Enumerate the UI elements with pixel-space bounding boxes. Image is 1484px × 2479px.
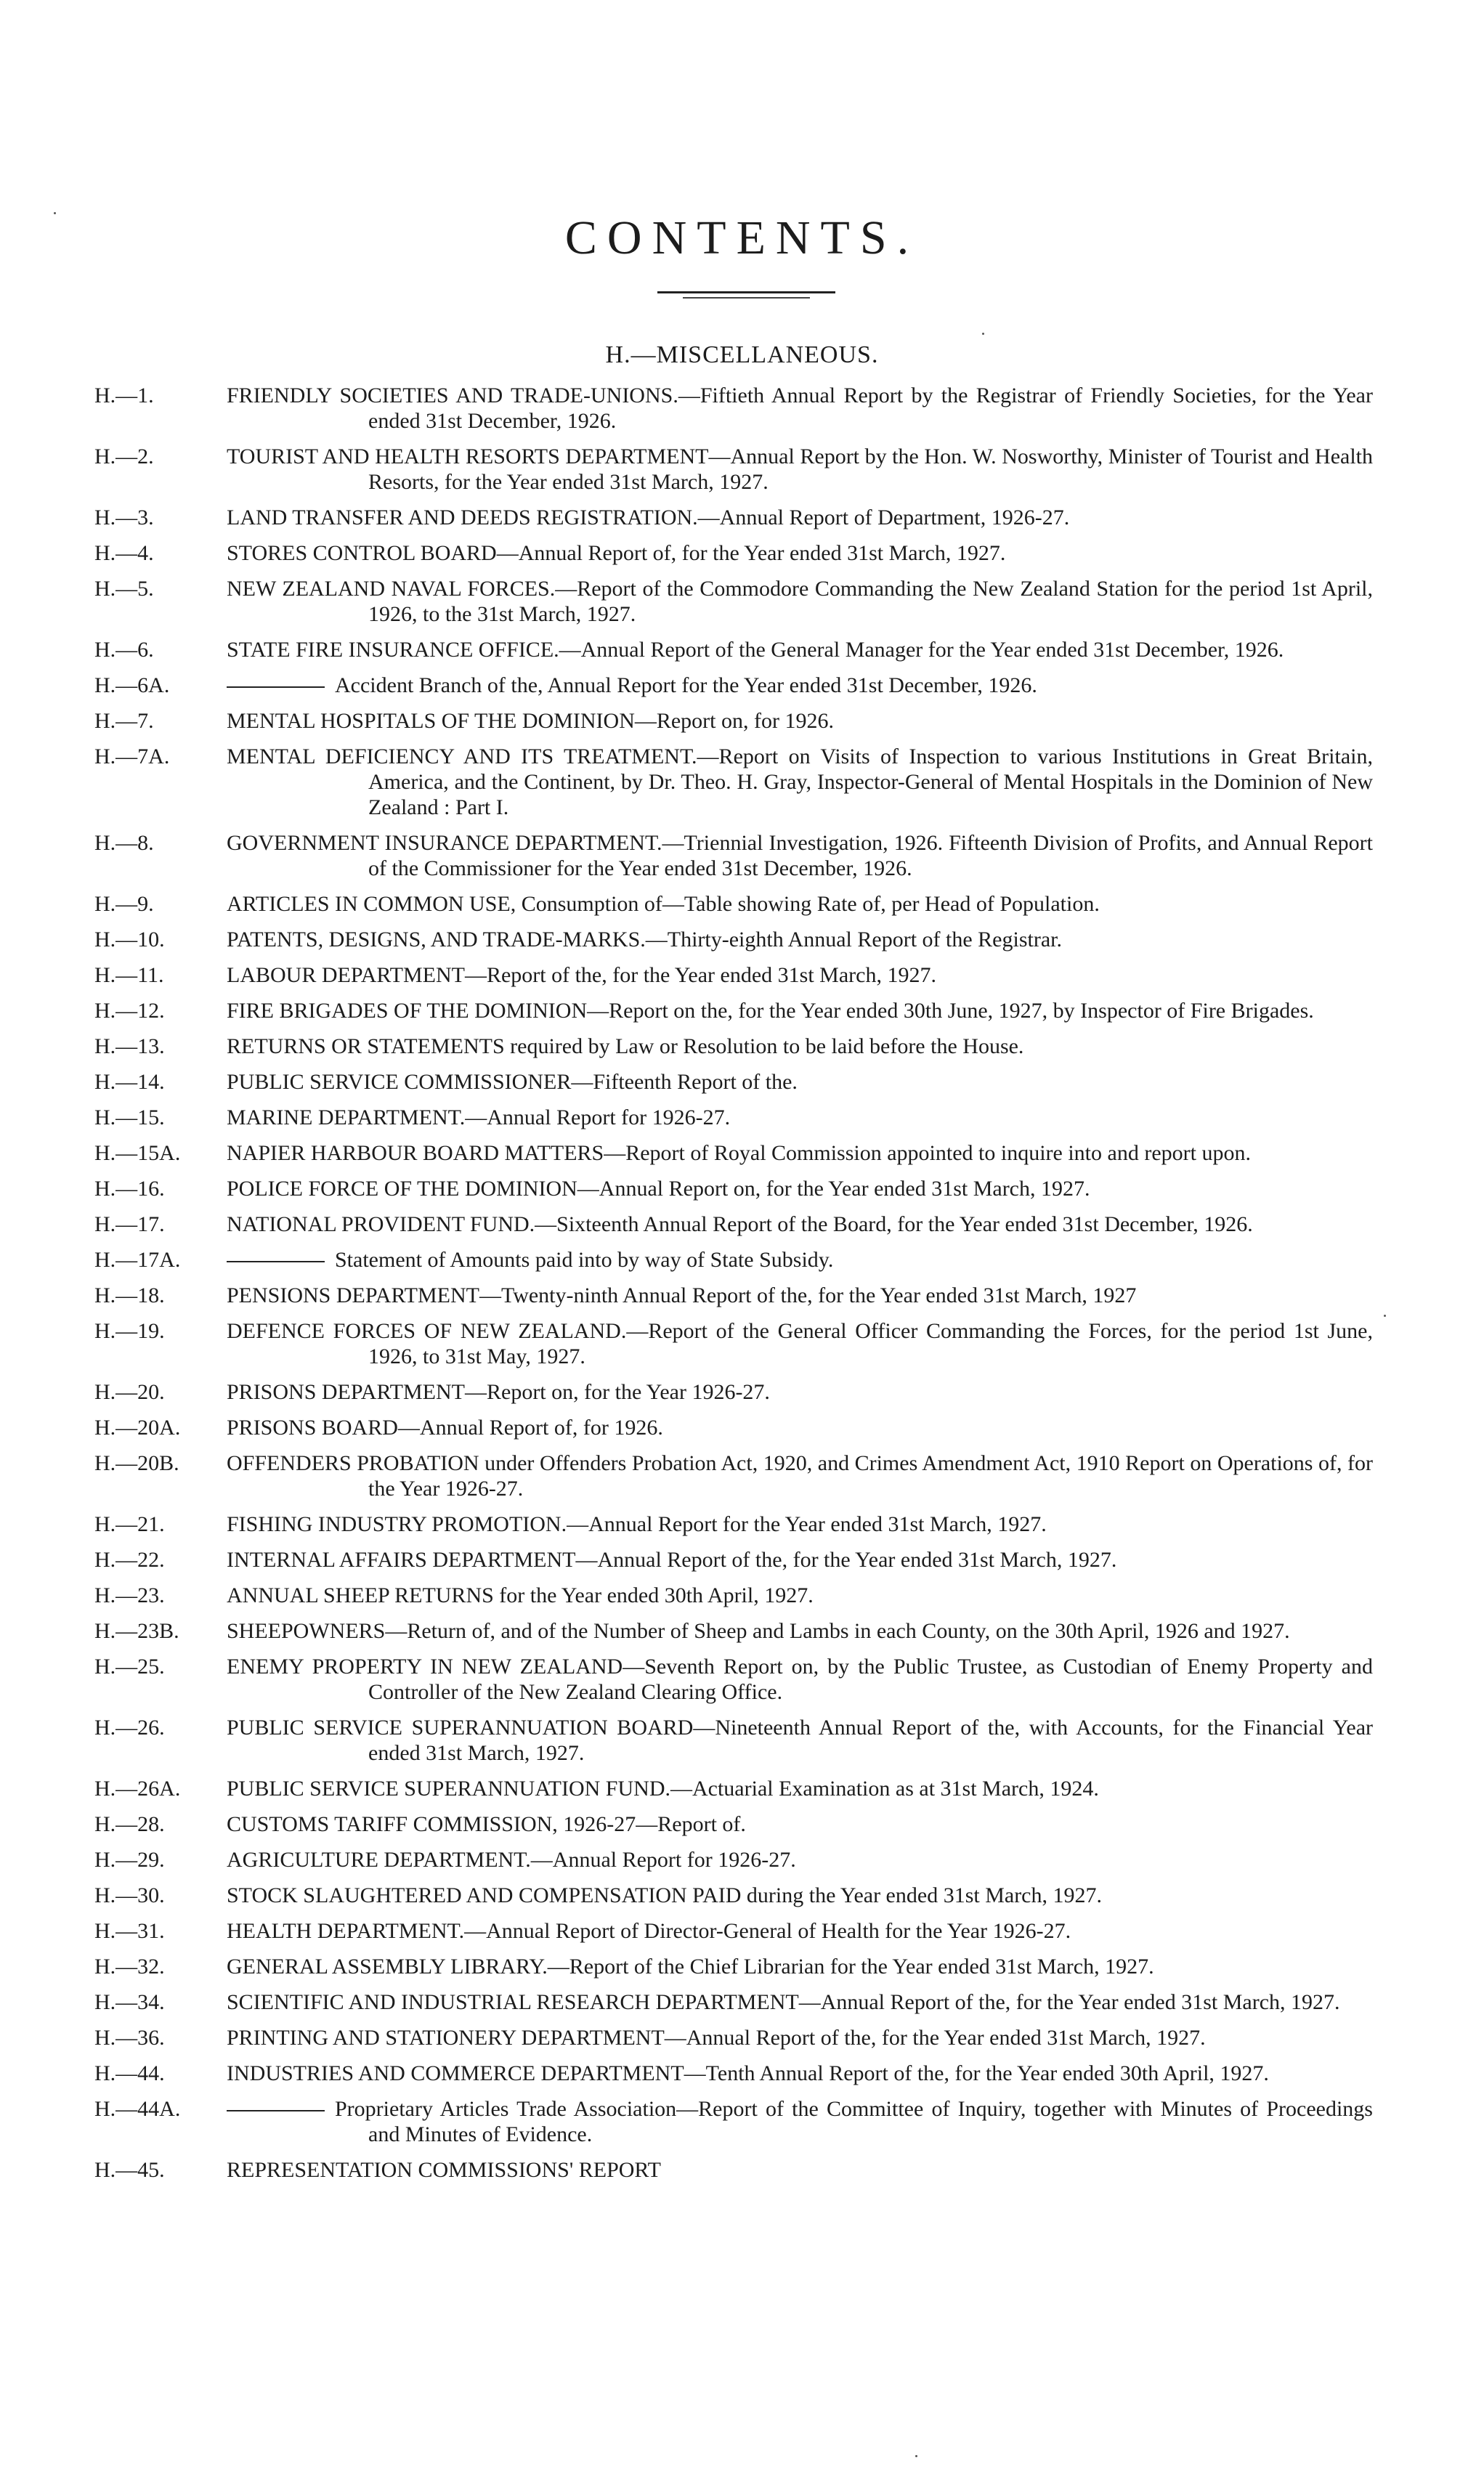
entry-text: PENSIONS DEPARTMENT—Twenty-ninth Annual Report of the, for the Year ended 31st March, 1927 xyxy=(227,1283,1137,1307)
entry-code: H.—20B. xyxy=(94,1451,179,1475)
entry-description xyxy=(227,2096,1373,2147)
entry-code: H.—8. xyxy=(94,831,154,855)
contents-entry xyxy=(0,927,1484,952)
entry-code: H.—15. xyxy=(94,1105,165,1129)
entry-text: STATE FIRE INSURANCE OFFICE.—Annual Report of the General Manager for the Year ended 31st December, 1926. xyxy=(227,638,1284,662)
entry-text: Accident Branch of the, Annual Report for the Year ended 31st December, 1926. xyxy=(335,673,1037,697)
entry-text: AGRICULTURE DEPARTMENT.—Annual Report for 1926-27. xyxy=(227,1848,796,1872)
contents-entry xyxy=(0,1989,1484,2015)
contents-entry xyxy=(0,708,1484,734)
entry-description xyxy=(227,962,1373,988)
contents-entry xyxy=(0,1654,1484,1705)
entry-description xyxy=(227,1451,1373,1501)
entry-text: MARINE DEPARTMENT.—Annual Report for 1926-27. xyxy=(227,1105,731,1129)
entry-description xyxy=(227,744,1373,820)
entry-text: OFFENDERS PROBATION under Offenders Probation Act, 1920, and Crimes Amendment Act, 1910 Report on Operations of, for the Year 1926-27. xyxy=(227,1451,1373,1501)
contents-entry xyxy=(0,2025,1484,2050)
contents-entry xyxy=(0,576,1484,627)
entry-text: FISHING INDUSTRY PROMOTION.—Annual Report for the Year ended 31st March, 1927. xyxy=(227,1512,1047,1536)
entry-text: MENTAL DEFICIENCY AND ITS TREATMENT.—Report on Visits of Inspection to various Institutions in Great Britain, America, and the Continent, by Dr. Theo. H. Gray, Inspector-General of Mental Hospitals in the Dominion of New Zealand : Part I. xyxy=(227,744,1373,819)
entry-text: NAPIER HARBOUR BOARD MATTERS—Report of Royal Commission appointed to inquire into and report upon. xyxy=(227,1141,1251,1165)
entry-code: H.—23. xyxy=(94,1583,165,1607)
entry-description xyxy=(227,1989,1373,2015)
entry-description xyxy=(227,2025,1373,2050)
entry-code: H.—4. xyxy=(94,541,154,565)
entry-code: H.—45. xyxy=(94,2158,165,2182)
entry-text: LABOUR DEPARTMENT—Report of the, for the Year ended 31st March, 1927. xyxy=(227,963,936,987)
entry-code: H.—5. xyxy=(94,577,154,601)
contents-entry xyxy=(0,540,1484,566)
contents-entry xyxy=(0,1379,1484,1405)
entry-text: SCIENTIFIC AND INDUSTRIAL RESEARCH DEPARTMENT—Annual Report of the, for the Year ended 31st March, 1927. xyxy=(227,1990,1340,2014)
contents-entry xyxy=(0,1918,1484,1944)
scan-speck xyxy=(54,212,56,214)
entry-code: H.—26A. xyxy=(94,1777,181,1801)
entry-code: H.—2. xyxy=(94,445,154,468)
entry-code: H.—31. xyxy=(94,1919,165,1943)
entry-description xyxy=(227,1415,1373,1440)
entry-text: NATIONAL PROVIDENT FUND.—Sixteenth Annual Report of the Board, for the Year ended 31st December, 1926. xyxy=(227,1212,1253,1236)
entry-code: H.—6. xyxy=(94,638,154,662)
entry-text: PRISONS DEPARTMENT—Report on, for the Year 1926-27. xyxy=(227,1380,770,1404)
title-rule xyxy=(657,291,835,293)
entry-code: H.—15A. xyxy=(94,1141,181,1165)
entry-code: H.—12. xyxy=(94,999,165,1023)
contents-entry xyxy=(0,1618,1484,1644)
entry-description xyxy=(227,1140,1373,1166)
contents-entry xyxy=(0,383,1484,434)
entry-code: H.—29. xyxy=(94,1848,165,1872)
entry-description xyxy=(227,891,1373,917)
entry-text: STORES CONTROL BOARD—Annual Report of, for the Year ended 31st March, 1927. xyxy=(227,541,1006,565)
entry-text: FIRE BRIGADES OF THE DOMINION—Report on the, for the Year ended 30th June, 1927, by Inspector of Fire Brigades. xyxy=(227,999,1314,1023)
entry-code: H.—21. xyxy=(94,1512,165,1536)
entry-description xyxy=(227,1547,1373,1573)
entry-code: H.—44. xyxy=(94,2061,165,2085)
entry-description xyxy=(227,708,1373,734)
contents-entry xyxy=(0,1715,1484,1766)
title-rule-short xyxy=(683,297,810,299)
entry-code: H.—13. xyxy=(94,1034,165,1058)
entry-description xyxy=(227,637,1373,662)
entry-code: H.—1. xyxy=(94,384,154,407)
contents-entry xyxy=(0,1069,1484,1095)
page-title: CONTENTS. xyxy=(564,211,920,264)
entry-code: H.—23B. xyxy=(94,1619,179,1643)
contents-entry xyxy=(0,2096,1484,2147)
entry-text: ENEMY PROPERTY IN NEW ZEALAND—Seventh Report on, by the Public Trustee, as Custodian of Enemy Property and Controller of the New Zealand Clearing Office. xyxy=(227,1655,1373,1704)
entry-description xyxy=(227,2157,1373,2183)
entry-text: TOURIST AND HEALTH RESORTS DEPARTMENT—Annual Report by the Hon. W. Nosworthy, Minister of Tourist and Health Resorts, for the Year ended 31st March, 1927. xyxy=(227,445,1373,494)
entry-code: H.—10. xyxy=(94,928,165,952)
contents-entry xyxy=(0,505,1484,530)
entry-code: H.—30. xyxy=(94,1883,165,1907)
entry-description xyxy=(227,1776,1373,1801)
entry-code: H.—28. xyxy=(94,1812,165,1836)
entry-description xyxy=(227,1583,1373,1608)
contents-entry xyxy=(0,1451,1484,1501)
entry-text: STOCK SLAUGHTERED AND COMPENSATION PAID during the Year ended 31st March, 1927. xyxy=(227,1883,1102,1907)
contents-entry xyxy=(0,1176,1484,1201)
entry-text: GOVERNMENT INSURANCE DEPARTMENT.—Triennial Investigation, 1926. Fifteenth Division of Profits, and Annual Report of the Commissioner for the Year ended 31st December, 1926. xyxy=(227,831,1373,880)
scan-speck xyxy=(1384,1315,1386,1317)
entry-text: INTERNAL AFFAIRS DEPARTMENT—Annual Report of the, for the Year ended 31st March, 1927. xyxy=(227,1548,1117,1572)
entry-description xyxy=(227,576,1373,627)
entry-description xyxy=(227,830,1373,881)
entry-code: H.—3. xyxy=(94,506,154,530)
entry-code: H.—17. xyxy=(94,1212,165,1236)
entry-description xyxy=(227,1318,1373,1369)
entry-description xyxy=(227,1918,1373,1944)
entry-code: H.—18. xyxy=(94,1283,165,1307)
contents-entry xyxy=(0,1415,1484,1440)
scan-speck xyxy=(915,2455,917,2457)
entry-code: H.—16. xyxy=(94,1177,165,1201)
contents-entry xyxy=(0,1283,1484,1308)
contents-entry xyxy=(0,1212,1484,1237)
contents-entry xyxy=(0,1954,1484,1979)
entry-description xyxy=(227,1283,1373,1308)
entry-text: DEFENCE FORCES OF NEW ZEALAND.—Report of the General Officer Commanding the Forces, for the period 1st June, 1926, to 31st May, 1927. xyxy=(227,1319,1373,1368)
entry-code: H.—25. xyxy=(94,1655,165,1679)
entry-description xyxy=(227,383,1373,434)
entry-code: H.—7A. xyxy=(94,744,170,768)
entry-code: H.—20. xyxy=(94,1380,165,1404)
entry-code: H.—44A. xyxy=(94,2097,181,2121)
contents-entry xyxy=(0,673,1484,698)
entry-text: GENERAL ASSEMBLY LIBRARY.—Report of the Chief Librarian for the Year ended 31st March, 1927. xyxy=(227,1955,1154,1979)
entry-code: H.—32. xyxy=(94,1955,165,1979)
contents-entry xyxy=(0,998,1484,1023)
contents-entry xyxy=(0,2157,1484,2183)
entry-text: SHEEPOWNERS—Return of, and of the Number of Sheep and Lambs in each County, on the 30th April, 1926 and 1927. xyxy=(227,1619,1290,1643)
entry-description xyxy=(227,2061,1373,2086)
entry-text: PRISONS BOARD—Annual Report of, for 1926. xyxy=(227,1416,663,1440)
contents-entry xyxy=(0,444,1484,495)
contents-entry xyxy=(0,1318,1484,1369)
contents-entry xyxy=(0,1583,1484,1608)
contents-entry xyxy=(0,962,1484,988)
entry-code: H.—9. xyxy=(94,892,154,916)
entry-code: H.—11. xyxy=(94,963,164,987)
entry-description xyxy=(227,505,1373,530)
entry-code: H.—22. xyxy=(94,1548,165,1572)
contents-entry xyxy=(0,1547,1484,1573)
contents-entry xyxy=(0,1811,1484,1837)
entry-description xyxy=(227,673,1373,698)
entry-text: POLICE FORCE OF THE DOMINION—Annual Report on, for the Year ended 31st March, 1927. xyxy=(227,1177,1090,1201)
contents-entry xyxy=(0,2061,1484,2086)
contents-list xyxy=(0,383,1484,2193)
entry-code: H.—34. xyxy=(94,1990,165,2014)
entry-text: HEALTH DEPARTMENT.—Annual Report of Director-General of Health for the Year 1926-27. xyxy=(227,1919,1071,1943)
entry-text: PRINTING AND STATIONERY DEPARTMENT—Annual Report of the, for the Year ended 31st March, 1927. xyxy=(227,2026,1206,2050)
contents-entry xyxy=(0,1883,1484,1908)
entry-description xyxy=(227,1069,1373,1095)
entry-text: FRIENDLY SOCIETIES AND TRADE-UNIONS.—Fiftieth Annual Report by the Registrar of Friendly Societies, for the Year ended 31st December, 1926. xyxy=(227,384,1373,433)
contents-entry xyxy=(0,1512,1484,1537)
contents-entry xyxy=(0,830,1484,881)
entry-text: Proprietary Articles Trade Association—Report of the Committee of Inquiry, together with Minutes of Proceedings and Minutes of Evidence. xyxy=(335,2097,1373,2146)
entry-text: REPRESENTATION COMMISSIONS' REPORT xyxy=(227,2158,661,2182)
entry-code: H.—17A. xyxy=(94,1248,181,1272)
entry-description xyxy=(227,1715,1373,1766)
entry-text: CUSTOMS TARIFF COMMISSION, 1926-27—Report of. xyxy=(227,1812,746,1836)
entry-text: PUBLIC SERVICE COMMISSIONER—Fifteenth Report of the. xyxy=(227,1070,798,1094)
contents-entry xyxy=(0,637,1484,662)
entry-description xyxy=(227,1176,1373,1201)
entry-text: Statement of Amounts paid into by way of State Subsidy. xyxy=(335,1248,834,1272)
entry-description xyxy=(227,1654,1373,1705)
section-heading: H.—MISCELLANEOUS. xyxy=(605,341,879,368)
entry-description xyxy=(227,1847,1373,1873)
entry-description xyxy=(227,1883,1373,1908)
entry-text: ARTICLES IN COMMON USE, Consumption of—Table showing Rate of, per Head of Population. xyxy=(227,892,1100,916)
entry-text: NEW ZEALAND NAVAL FORCES.—Report of the Commodore Commanding the New Zealand Station for the period 1st April, 1926, to the 31st March, 1927. xyxy=(227,577,1373,626)
ditto-dash xyxy=(227,1261,325,1262)
entry-code: H.—19. xyxy=(94,1319,165,1343)
scan-speck xyxy=(982,333,984,335)
entry-text: PUBLIC SERVICE SUPERANNUATION BOARD—Nineteenth Annual Report of the, with Accounts, for the Financial Year ended 31st March, 1927. xyxy=(227,1716,1373,1765)
entry-description xyxy=(227,1034,1373,1059)
entry-description xyxy=(227,1954,1373,1979)
ditto-dash xyxy=(227,2110,325,2111)
entry-text: ANNUAL SHEEP RETURNS for the Year ended 30th April, 1927. xyxy=(227,1583,814,1607)
entry-code: H.—20A. xyxy=(94,1416,181,1440)
ditto-dash xyxy=(227,686,325,688)
contents-entry xyxy=(0,1847,1484,1873)
entry-code: H.—26. xyxy=(94,1716,165,1740)
entry-text: RETURNS OR STATEMENTS required by Law or Resolution to be laid before the House. xyxy=(227,1034,1024,1058)
entry-description xyxy=(227,1811,1373,1837)
entry-description xyxy=(227,1247,1373,1273)
entry-description xyxy=(227,998,1373,1023)
entry-code: H.—7. xyxy=(94,709,154,733)
entry-code: H.—14. xyxy=(94,1070,165,1094)
contents-entry xyxy=(0,1034,1484,1059)
contents-entry xyxy=(0,744,1484,820)
entry-text: LAND TRANSFER AND DEEDS REGISTRATION.—Annual Report of Department, 1926-27. xyxy=(227,506,1070,530)
entry-description xyxy=(227,1379,1373,1405)
entry-text: MENTAL HOSPITALS OF THE DOMINION—Report on, for 1926. xyxy=(227,709,834,733)
entry-description xyxy=(227,444,1373,495)
entry-description xyxy=(227,1618,1373,1644)
entry-description xyxy=(227,1105,1373,1130)
entry-description xyxy=(227,927,1373,952)
entry-text: INDUSTRIES AND COMMERCE DEPARTMENT—Tenth Annual Report of the, for the Year ended 30th April, 1927. xyxy=(227,2061,1269,2085)
contents-entry xyxy=(0,891,1484,917)
contents-entry xyxy=(0,1776,1484,1801)
contents-entry xyxy=(0,1140,1484,1166)
entry-code: H.—36. xyxy=(94,2026,165,2050)
contents-entry xyxy=(0,1105,1484,1130)
entry-text: PATENTS, DESIGNS, AND TRADE-MARKS.—Thirty-eighth Annual Report of the Registrar. xyxy=(227,928,1062,952)
entry-text: PUBLIC SERVICE SUPERANNUATION FUND.—Actuarial Examination as at 31st March, 1924. xyxy=(227,1777,1099,1801)
contents-entry xyxy=(0,1247,1484,1273)
entry-description xyxy=(227,1212,1373,1237)
entry-code: H.—6A. xyxy=(94,673,170,697)
entry-description xyxy=(227,1512,1373,1537)
entry-description xyxy=(227,540,1373,566)
